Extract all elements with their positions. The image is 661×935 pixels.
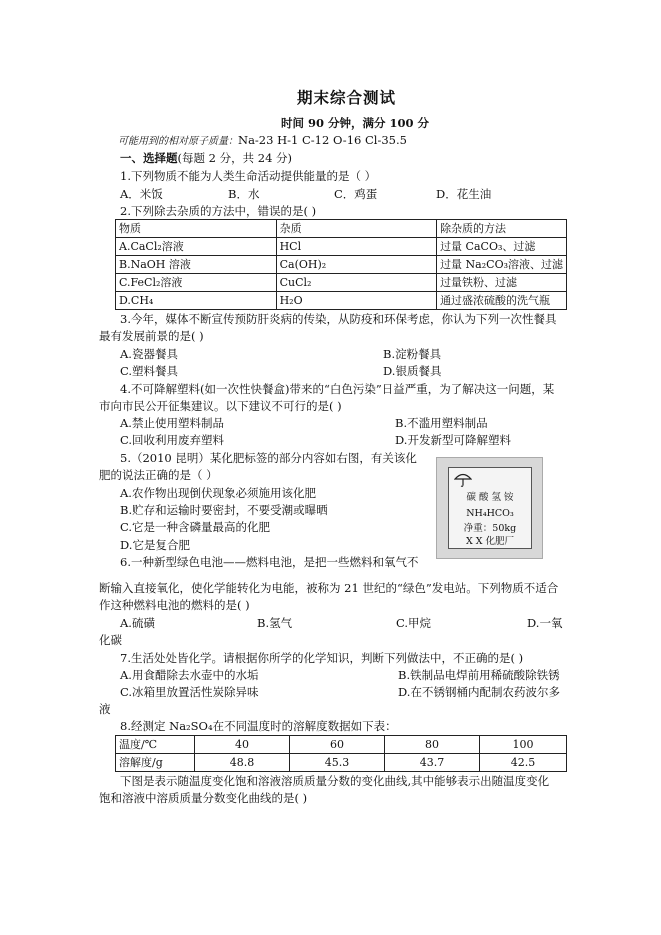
q6-option-c: C.甲烷 [396, 616, 432, 630]
table-cell: HCl [276, 238, 436, 256]
q4-option-c: C.回收利用废弃塑料 [120, 433, 225, 447]
q1-stem: 1.下列物质不能为人类生命活动提供能量的是（ ） [120, 169, 377, 183]
q4-stem-line2: 市向市民公开征集建议。以下建议不可行的是( ) [99, 399, 342, 413]
exam-subtitle: 时间 90 分钟，满分 100 分 [281, 116, 430, 130]
umbrella-icon [454, 471, 472, 487]
atomic-mass-label: 可能用到的相对原子质量： [118, 136, 238, 147]
table-row [116, 256, 567, 274]
q5-option-b: B.贮存和运输时要密封，不要受潮或曝晒 [120, 503, 328, 517]
table-row [116, 220, 567, 238]
q8-stem: 8.经测定 Na₂SO₄在不同温度时的溶解度数据如下表： [120, 719, 397, 733]
q2-table [115, 219, 567, 310]
q3-option-b: B.淀粉餐具 [383, 347, 442, 361]
table-cell: 100 [480, 736, 567, 754]
q4-option-b: B.不滥用塑料制品 [395, 416, 488, 430]
section-heading [120, 150, 292, 166]
q8-after-line1: 下图是表示随温度变化饱和溶液溶质质量分数的变化曲线,其中能够表示出随温度变化 [120, 774, 550, 788]
label-weight: 净重：50kg [463, 523, 517, 534]
q3-option-a: A.瓷器餐具 [120, 347, 178, 361]
q7-option-b: B.铁制品电焊前用稀硫酸除铁锈 [398, 668, 560, 682]
table-cell: D.CH₄ [116, 292, 277, 310]
q1-option-c: C．鸡蛋 [334, 187, 378, 201]
table-row [116, 736, 567, 754]
table-cell: 48.8 [195, 754, 290, 772]
table-cell: B.NaOH 溶液 [116, 256, 277, 274]
table-cell: H₂O [276, 292, 436, 310]
q4-stem-line1: 4.不可降解塑料(如一次性快餐盒)带来的“白色污染”日益严重，为了解决这一问题，某 [120, 382, 555, 396]
q1-option-a: A．米饭 [120, 187, 163, 201]
table-cell: 45.3 [290, 754, 385, 772]
table-cell: 物质 [116, 220, 277, 238]
q7-option-c: C.冰箱里放置活性炭除异味 [120, 685, 259, 699]
q3-stem-line1: 3.今年，媒体不断宣传预防肝炎病的传染，从防疫和环保考虑，你认为下列一次性餐具 [120, 312, 557, 326]
label-name: 碳 酸 氢 铵 [466, 492, 514, 503]
table-cell: 温度/℃ [116, 736, 195, 754]
q6-stem-line3: 作这种燃料电池的燃料的是( ) [99, 598, 250, 612]
table-row [116, 238, 567, 256]
q5-option-d: D.它是复合肥 [120, 538, 190, 552]
section-note: (每题 2 分，共 24 分) [177, 151, 293, 165]
table-row [116, 292, 567, 310]
table-cell: 60 [290, 736, 385, 754]
q5-stem-line1: 5.（2010 昆明）某化肥标签的部分内容如右图，有关该化 [120, 451, 417, 465]
table-cell: 80 [385, 736, 480, 754]
fertilizer-bag [448, 467, 532, 549]
q8-solubility-table [115, 735, 567, 772]
q1-option-b: B．水 [228, 187, 260, 201]
label-formula: NH₄HCO₃ [466, 508, 514, 519]
table-cell: 通过盛浓硫酸的洗气瓶 [437, 292, 567, 310]
q6-stem-line1: 6.一种新型绿色电池——燃料电池，是把一些燃料和氧气不 [120, 555, 419, 569]
q6-option-a: A.硫磺 [120, 616, 155, 630]
q6-option-b: B.氢气 [257, 616, 293, 630]
table-cell: CuCl₂ [276, 274, 436, 292]
table-cell: C.FeCl₂溶液 [116, 274, 277, 292]
table-cell: 过量 CaCO₃、过滤 [437, 238, 567, 256]
q3-option-c: C.塑料餐具 [120, 364, 179, 378]
table-cell: 溶解度/g [116, 754, 195, 772]
q6-stem-line2: 断输入直接氧化，使化学能转化为电能，被称为 21 世纪的“绿色”发电站。下列物质不适合 [99, 581, 559, 595]
table-cell: 42.5 [480, 754, 567, 772]
q7-option-d-cont: 液 [99, 702, 111, 716]
table-cell: Ca(OH)₂ [276, 256, 436, 274]
table-row [116, 274, 567, 292]
q7-option-a: A.用食醋除去水壶中的水垢 [120, 668, 259, 682]
section-title: 一、选择题 [120, 151, 178, 165]
table-cell: 43.7 [385, 754, 480, 772]
q6-option-d: D.一氧 [527, 616, 563, 630]
q3-stem-line2: 最有发展前景的是( ) [99, 329, 204, 343]
atomic-mass-line [118, 132, 407, 150]
q2-stem: 2.下列除去杂质的方法中，错误的是( ) [120, 204, 317, 218]
q7-stem: 7.生活处处皆化学。请根据你所学的化学知识，判断下列做法中，不正确的是( ) [120, 651, 524, 665]
table-cell: 过量铁粉、过滤 [437, 274, 567, 292]
q4-option-d: D.开发新型可降解塑料 [395, 433, 511, 447]
table-cell: 杂质 [276, 220, 436, 238]
table-cell: A.CaCl₂溶液 [116, 238, 277, 256]
q5-option-c: C.它是一种含磷量最高的化肥 [120, 520, 271, 534]
fertilizer-label-image [436, 457, 543, 559]
page-title: 期末综合测试 [297, 88, 397, 107]
table-cell: 过量 Na₂CO₃溶液、过滤 [437, 256, 567, 274]
q3-option-d: D.银质餐具 [383, 364, 442, 378]
table-row [116, 754, 567, 772]
q5-option-a: A.农作物出现倒伏现象必须施用该化肥 [120, 486, 316, 500]
atomic-mass-values: Na-23 H-1 C-12 O-16 Cl-35.5 [238, 133, 407, 147]
table-cell: 除杂质的方法 [437, 220, 567, 238]
label-factory: X X 化肥厂 [465, 536, 515, 547]
q4-option-a: A.禁止使用塑料制品 [120, 416, 224, 430]
q8-after-line2: 饱和溶液中溶质质量分数变化曲线的是( ) [99, 791, 308, 805]
q5-stem-line2: 肥的说法正确的是（ ） [99, 468, 218, 482]
q1-option-d: D．花生油 [436, 187, 492, 201]
q6-option-d-cont: 化碳 [99, 633, 122, 647]
q7-option-d: D.在不锈钢桶内配制农药波尔多 [398, 685, 560, 699]
table-cell: 40 [195, 736, 290, 754]
